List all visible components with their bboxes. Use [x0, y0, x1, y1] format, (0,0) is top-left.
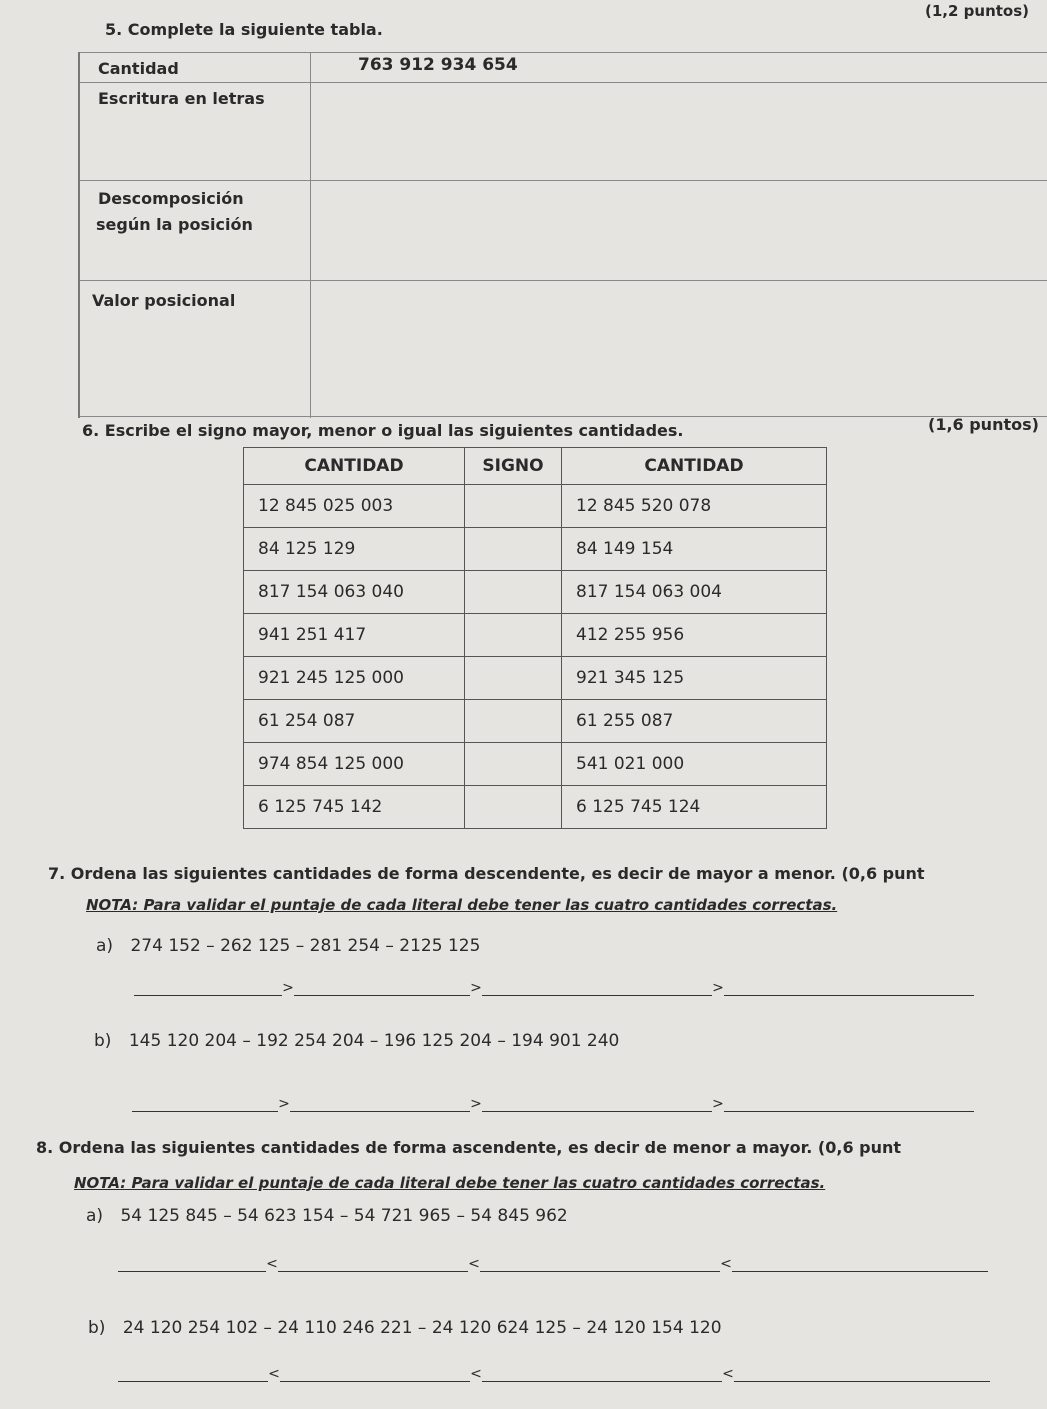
- q5-table: [78, 52, 1047, 418]
- q8a-label: a): [86, 1206, 104, 1226]
- q5-title: 5. Complete la siguiente tabla.: [105, 20, 383, 39]
- q8-title: 8. Ordena las siguientes cantidades de forma ascendente, es decir de menor a mayor. (0,6 punt: [36, 1138, 902, 1157]
- q6-left-value: 12 845 025 003: [244, 485, 465, 528]
- q8a-blanks: [118, 1256, 988, 1272]
- q8a-sign-1: <: [266, 1256, 278, 1272]
- q7b-sign-1: >: [278, 1096, 290, 1112]
- q5-label-escritura: Escritura en letras: [98, 89, 265, 108]
- q6-sign-cell[interactable]: [465, 743, 562, 786]
- q6-left-value: 974 854 125 000: [244, 743, 465, 786]
- q5-label-descomposicion: Descomposición: [98, 189, 244, 208]
- q7b-sign-2: >: [470, 1096, 482, 1112]
- q5-points: (1,2 puntos): [925, 2, 1030, 20]
- q6-sign-cell[interactable]: [465, 528, 562, 571]
- answer-blank[interactable]: [294, 981, 470, 996]
- q7a-sign-1: >: [282, 980, 294, 996]
- q7a-blanks: [134, 980, 974, 996]
- q7b-label: b): [94, 1031, 112, 1051]
- table-row: [244, 571, 827, 614]
- q6-header-row: [244, 448, 827, 485]
- table-row: [244, 743, 827, 786]
- q7a-label: a): [96, 936, 114, 956]
- q6-left-value: 941 251 417: [244, 614, 465, 657]
- table-row: [244, 528, 827, 571]
- q6-right-value: 84 149 154: [562, 528, 827, 571]
- q8b-sign-1: <: [268, 1366, 280, 1382]
- answer-blank[interactable]: [732, 1257, 988, 1272]
- q6-sign-cell[interactable]: [465, 571, 562, 614]
- answer-blank[interactable]: [280, 1367, 470, 1382]
- answer-blank[interactable]: [482, 981, 712, 996]
- table-row: [244, 657, 827, 700]
- q6-right-value: 61 255 087: [562, 700, 827, 743]
- q5-label-valor: Valor posicional: [92, 291, 236, 310]
- answer-blank[interactable]: [724, 1097, 974, 1112]
- table-row: [244, 485, 827, 528]
- q8b-label: b): [88, 1318, 106, 1338]
- q8b-blanks: [118, 1366, 990, 1382]
- q6-sign-cell[interactable]: [465, 614, 562, 657]
- q8b-sign-2: <: [470, 1366, 482, 1382]
- q7-note: NOTA: Para validar el puntaje de cada literal debe tener las cuatro cantidades correctas.: [86, 896, 838, 914]
- answer-blank[interactable]: [480, 1257, 720, 1272]
- q6-header-cantidad-2: CANTIDAD: [562, 448, 827, 485]
- q8b-numbers: 24 120 254 102 – 24 110 246 221 – 24 120 624 125 – 24 120 154 120: [122, 1318, 722, 1338]
- q6-left-value: 6 125 745 142: [244, 786, 465, 829]
- answer-blank[interactable]: [118, 1257, 266, 1272]
- q5-row-valor: [80, 280, 1047, 310]
- q6-left-value: 817 154 063 040: [244, 571, 465, 614]
- q6-left-value: 61 254 087: [244, 700, 465, 743]
- q6-sign-cell[interactable]: [465, 485, 562, 528]
- q8a-row: [86, 1206, 568, 1226]
- q6-table: [243, 447, 827, 829]
- q8b-row: [88, 1318, 722, 1338]
- table-row: [244, 786, 827, 829]
- q6-left-value: 921 245 125 000: [244, 657, 465, 700]
- answer-blank[interactable]: [724, 981, 974, 996]
- answer-blank[interactable]: [132, 1097, 278, 1112]
- q5-value-cantidad: 763 912 934 654: [358, 55, 518, 75]
- q8b-sign-3: <: [722, 1366, 734, 1382]
- q6-right-value: 921 345 125: [562, 657, 827, 700]
- q6-sign-cell[interactable]: [465, 657, 562, 700]
- answer-blank[interactable]: [482, 1367, 722, 1382]
- q5-row-cantidad: [80, 52, 1047, 78]
- q6-right-value: 817 154 063 004: [562, 571, 827, 614]
- q8-note: NOTA: Para validar el puntaje de cada literal debe tener las cuatro cantidades correctas.: [74, 1174, 826, 1192]
- q7a-row: [96, 936, 480, 956]
- table-row: [244, 614, 827, 657]
- q7-title: 7. Ordena las siguientes cantidades de forma descendente, es decir de mayor a menor. (0,6 punt: [48, 864, 925, 883]
- q7a-sign-3: >: [712, 980, 724, 996]
- answer-blank[interactable]: [482, 1097, 712, 1112]
- q5-row-escritura: [80, 82, 1047, 108]
- q7a-numbers: 274 152 – 262 125 – 281 254 – 2125 125: [130, 936, 481, 956]
- q5-table-divider: [310, 52, 311, 418]
- q7b-row: [94, 1031, 619, 1051]
- answer-blank[interactable]: [118, 1367, 268, 1382]
- q7b-sign-3: >: [712, 1096, 724, 1112]
- q8a-sign-3: <: [720, 1256, 732, 1272]
- q5-label-cantidad: Cantidad: [98, 59, 179, 78]
- table-row: [244, 700, 827, 743]
- answer-blank[interactable]: [290, 1097, 470, 1112]
- answer-blank[interactable]: [278, 1257, 468, 1272]
- q7b-blanks: [132, 1096, 974, 1112]
- q6-header-signo: SIGNO: [465, 448, 562, 485]
- q6-sign-cell[interactable]: [465, 700, 562, 743]
- q6-right-value: 541 021 000: [562, 743, 827, 786]
- q6-sign-cell[interactable]: [465, 786, 562, 829]
- answer-blank[interactable]: [134, 981, 282, 996]
- q6-right-value: 412 255 956: [562, 614, 827, 657]
- q6-right-value: 6 125 745 124: [562, 786, 827, 829]
- q8a-numbers: 54 125 845 – 54 623 154 – 54 721 965 – 54 845 962: [120, 1206, 568, 1226]
- q8a-sign-2: <: [468, 1256, 480, 1272]
- q6-title: 6. Escribe el signo mayor, menor o igual las siguientes cantidades.: [82, 421, 684, 440]
- q6-header-cantidad-1: CANTIDAD: [244, 448, 465, 485]
- q5-table-bottom: [80, 416, 1047, 417]
- q6-left-value: 84 125 129: [244, 528, 465, 571]
- q5-row-descomposicion: [80, 180, 1047, 234]
- q5-label-descomposicion-2: según la posición: [96, 215, 253, 234]
- q6-right-value: 12 845 520 078: [562, 485, 827, 528]
- q7a-sign-2: >: [470, 980, 482, 996]
- q7b-numbers: 145 120 204 – 192 254 204 – 196 125 204 – 194 901 240: [128, 1031, 620, 1051]
- answer-blank[interactable]: [734, 1367, 990, 1382]
- q6-points: (1,6 puntos): [928, 415, 1039, 434]
